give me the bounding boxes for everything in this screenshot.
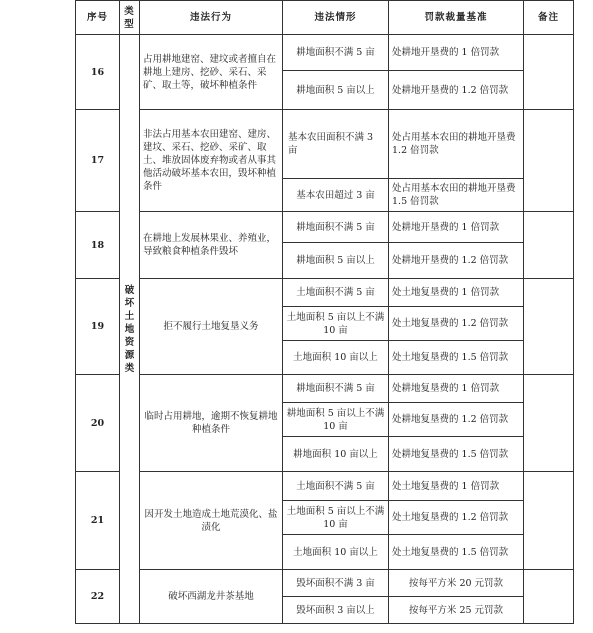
header-note: 备注 bbox=[524, 1, 574, 35]
penalty-standard: 处土地复垦费的 1.5 倍罚款 bbox=[389, 341, 524, 375]
penalty-standard: 按每平方米 25 元罚款 bbox=[389, 597, 524, 624]
penalty-standard: 处耕地复垦费的 1.2 倍罚款 bbox=[389, 403, 524, 437]
violation-situation: 耕地面积 5 亩以上不满 10 亩 bbox=[283, 403, 389, 437]
table-row bbox=[76, 212, 574, 243]
penalty-standard: 处耕地开垦费的 1.2 倍罚款 bbox=[389, 71, 524, 110]
note-cell bbox=[524, 570, 574, 624]
table-row bbox=[76, 570, 574, 597]
penalty-standard: 处土地复垦费的 1 倍罚款 bbox=[389, 472, 524, 501]
violation-situation: 土地面积 10 亩以上 bbox=[283, 535, 389, 570]
header-act: 违法行为 bbox=[140, 1, 283, 35]
violation-act: 在耕地上发展林果业、养殖业，导致粮食种植条件毁坏 bbox=[140, 212, 283, 279]
violation-situation: 土地面积 10 亩以上 bbox=[283, 341, 389, 375]
penalty-standard: 按每平方米 20 元罚款 bbox=[389, 570, 524, 597]
violation-situation: 耕地面积不满 5 亩 bbox=[283, 212, 389, 243]
violation-situation: 耕地面积 5 亩以上 bbox=[283, 71, 389, 110]
category-char: 地 bbox=[124, 323, 135, 335]
header-situation: 违法情形 bbox=[283, 1, 389, 35]
category-char: 坏 bbox=[124, 297, 135, 309]
violation-act: 因开发土地造成土地荒漠化、盐渍化 bbox=[140, 472, 283, 570]
header-standard: 罚款裁量基准 bbox=[389, 1, 524, 35]
row-number: 17 bbox=[76, 110, 120, 212]
note-cell bbox=[524, 279, 574, 375]
violation-act: 临时占用耕地，逾期不恢复耕地种植条件 bbox=[140, 375, 283, 472]
violation-situation: 土地面积 5 亩以上不满 10 亩 bbox=[283, 307, 389, 341]
violation-situation: 毁坏面积不满 3 亩 bbox=[283, 570, 389, 597]
category-cell bbox=[120, 35, 140, 624]
penalty-standard: 处耕地开垦费的 1 倍罚款 bbox=[389, 35, 524, 71]
row-number: 18 bbox=[76, 212, 120, 279]
header-type: 类型 bbox=[120, 1, 140, 35]
penalty-standard: 处土地复垦费的 1 倍罚款 bbox=[389, 279, 524, 307]
category-char: 土 bbox=[124, 310, 135, 322]
note-cell bbox=[524, 212, 574, 279]
penalty-standard-table bbox=[75, 0, 574, 624]
table-row bbox=[76, 110, 574, 179]
table-row bbox=[76, 375, 574, 403]
penalty-standard: 处耕地开垦费的 1.2 倍罚款 bbox=[389, 243, 524, 279]
note-cell bbox=[524, 472, 574, 570]
violation-situation: 毁坏面积 3 亩以上 bbox=[283, 597, 389, 624]
row-number: 16 bbox=[76, 35, 120, 110]
penalty-standard: 处耕地复垦费的 1.5 倍罚款 bbox=[389, 437, 524, 472]
violation-situation: 土地面积不满 5 亩 bbox=[283, 472, 389, 501]
row-number: 22 bbox=[76, 570, 120, 624]
row-number: 21 bbox=[76, 472, 120, 570]
penalty-standard: 处土地复垦费的 1.2 倍罚款 bbox=[389, 307, 524, 341]
table-row bbox=[76, 472, 574, 501]
penalty-standard: 处耕地开垦费的 1 倍罚款 bbox=[389, 212, 524, 243]
violation-situation: 耕地面积不满 5 亩 bbox=[283, 375, 389, 403]
penalty-standard: 处占用基本农田的耕地开垦费 1.5 倍罚款 bbox=[389, 179, 524, 212]
violation-situation: 耕地面积 5 亩以上 bbox=[283, 243, 389, 279]
penalty-standard: 处占用基本农田的耕地开垦费 1.2 倍罚款 bbox=[389, 110, 524, 179]
violation-situation: 耕地面积 10 亩以上 bbox=[283, 437, 389, 472]
header-no: 序号 bbox=[76, 1, 120, 35]
header-row bbox=[76, 1, 574, 35]
penalty-standard: 处耕地复垦费的 1 倍罚款 bbox=[389, 375, 524, 403]
violation-act: 非法占用基本农田建窑、建房、建坟、采石、挖砂、采矿、取土、堆放固体废弃物或者从事其他活动破坏基本农田，毁坏种植条件 bbox=[140, 110, 283, 212]
violation-situation: 土地面积不满 5 亩 bbox=[283, 279, 389, 307]
penalty-standard: 处土地复垦费的 1.5 倍罚款 bbox=[389, 535, 524, 570]
violation-act: 破坏西湖龙井茶基地 bbox=[140, 570, 283, 624]
penalty-standard: 处土地复垦费的 1.2 倍罚款 bbox=[389, 501, 524, 535]
violation-situation: 基本农田面积不满 3 亩 bbox=[283, 110, 389, 179]
row-number: 20 bbox=[76, 375, 120, 472]
note-cell bbox=[524, 110, 574, 212]
violation-act: 拒不履行土地复垦义务 bbox=[140, 279, 283, 375]
category-char: 资 bbox=[124, 336, 135, 348]
violation-act: 占用耕地建窑、建坟或者擅自在耕地上建房、挖砂、采石、采矿、取土等，破坏种植条件 bbox=[140, 35, 283, 110]
row-number: 19 bbox=[76, 279, 120, 375]
category-char: 破 bbox=[124, 284, 135, 296]
table-row bbox=[76, 279, 574, 307]
violation-situation: 土地面积 5 亩以上不满 10 亩 bbox=[283, 501, 389, 535]
violation-situation: 耕地面积不满 5 亩 bbox=[283, 35, 389, 71]
category-text bbox=[123, 284, 136, 375]
violation-situation: 基本农田超过 3 亩 bbox=[283, 179, 389, 212]
category-char: 类 bbox=[124, 362, 135, 374]
note-cell bbox=[524, 375, 574, 472]
table-row bbox=[76, 35, 574, 71]
note-cell bbox=[524, 35, 574, 110]
category-char: 源 bbox=[124, 349, 135, 361]
